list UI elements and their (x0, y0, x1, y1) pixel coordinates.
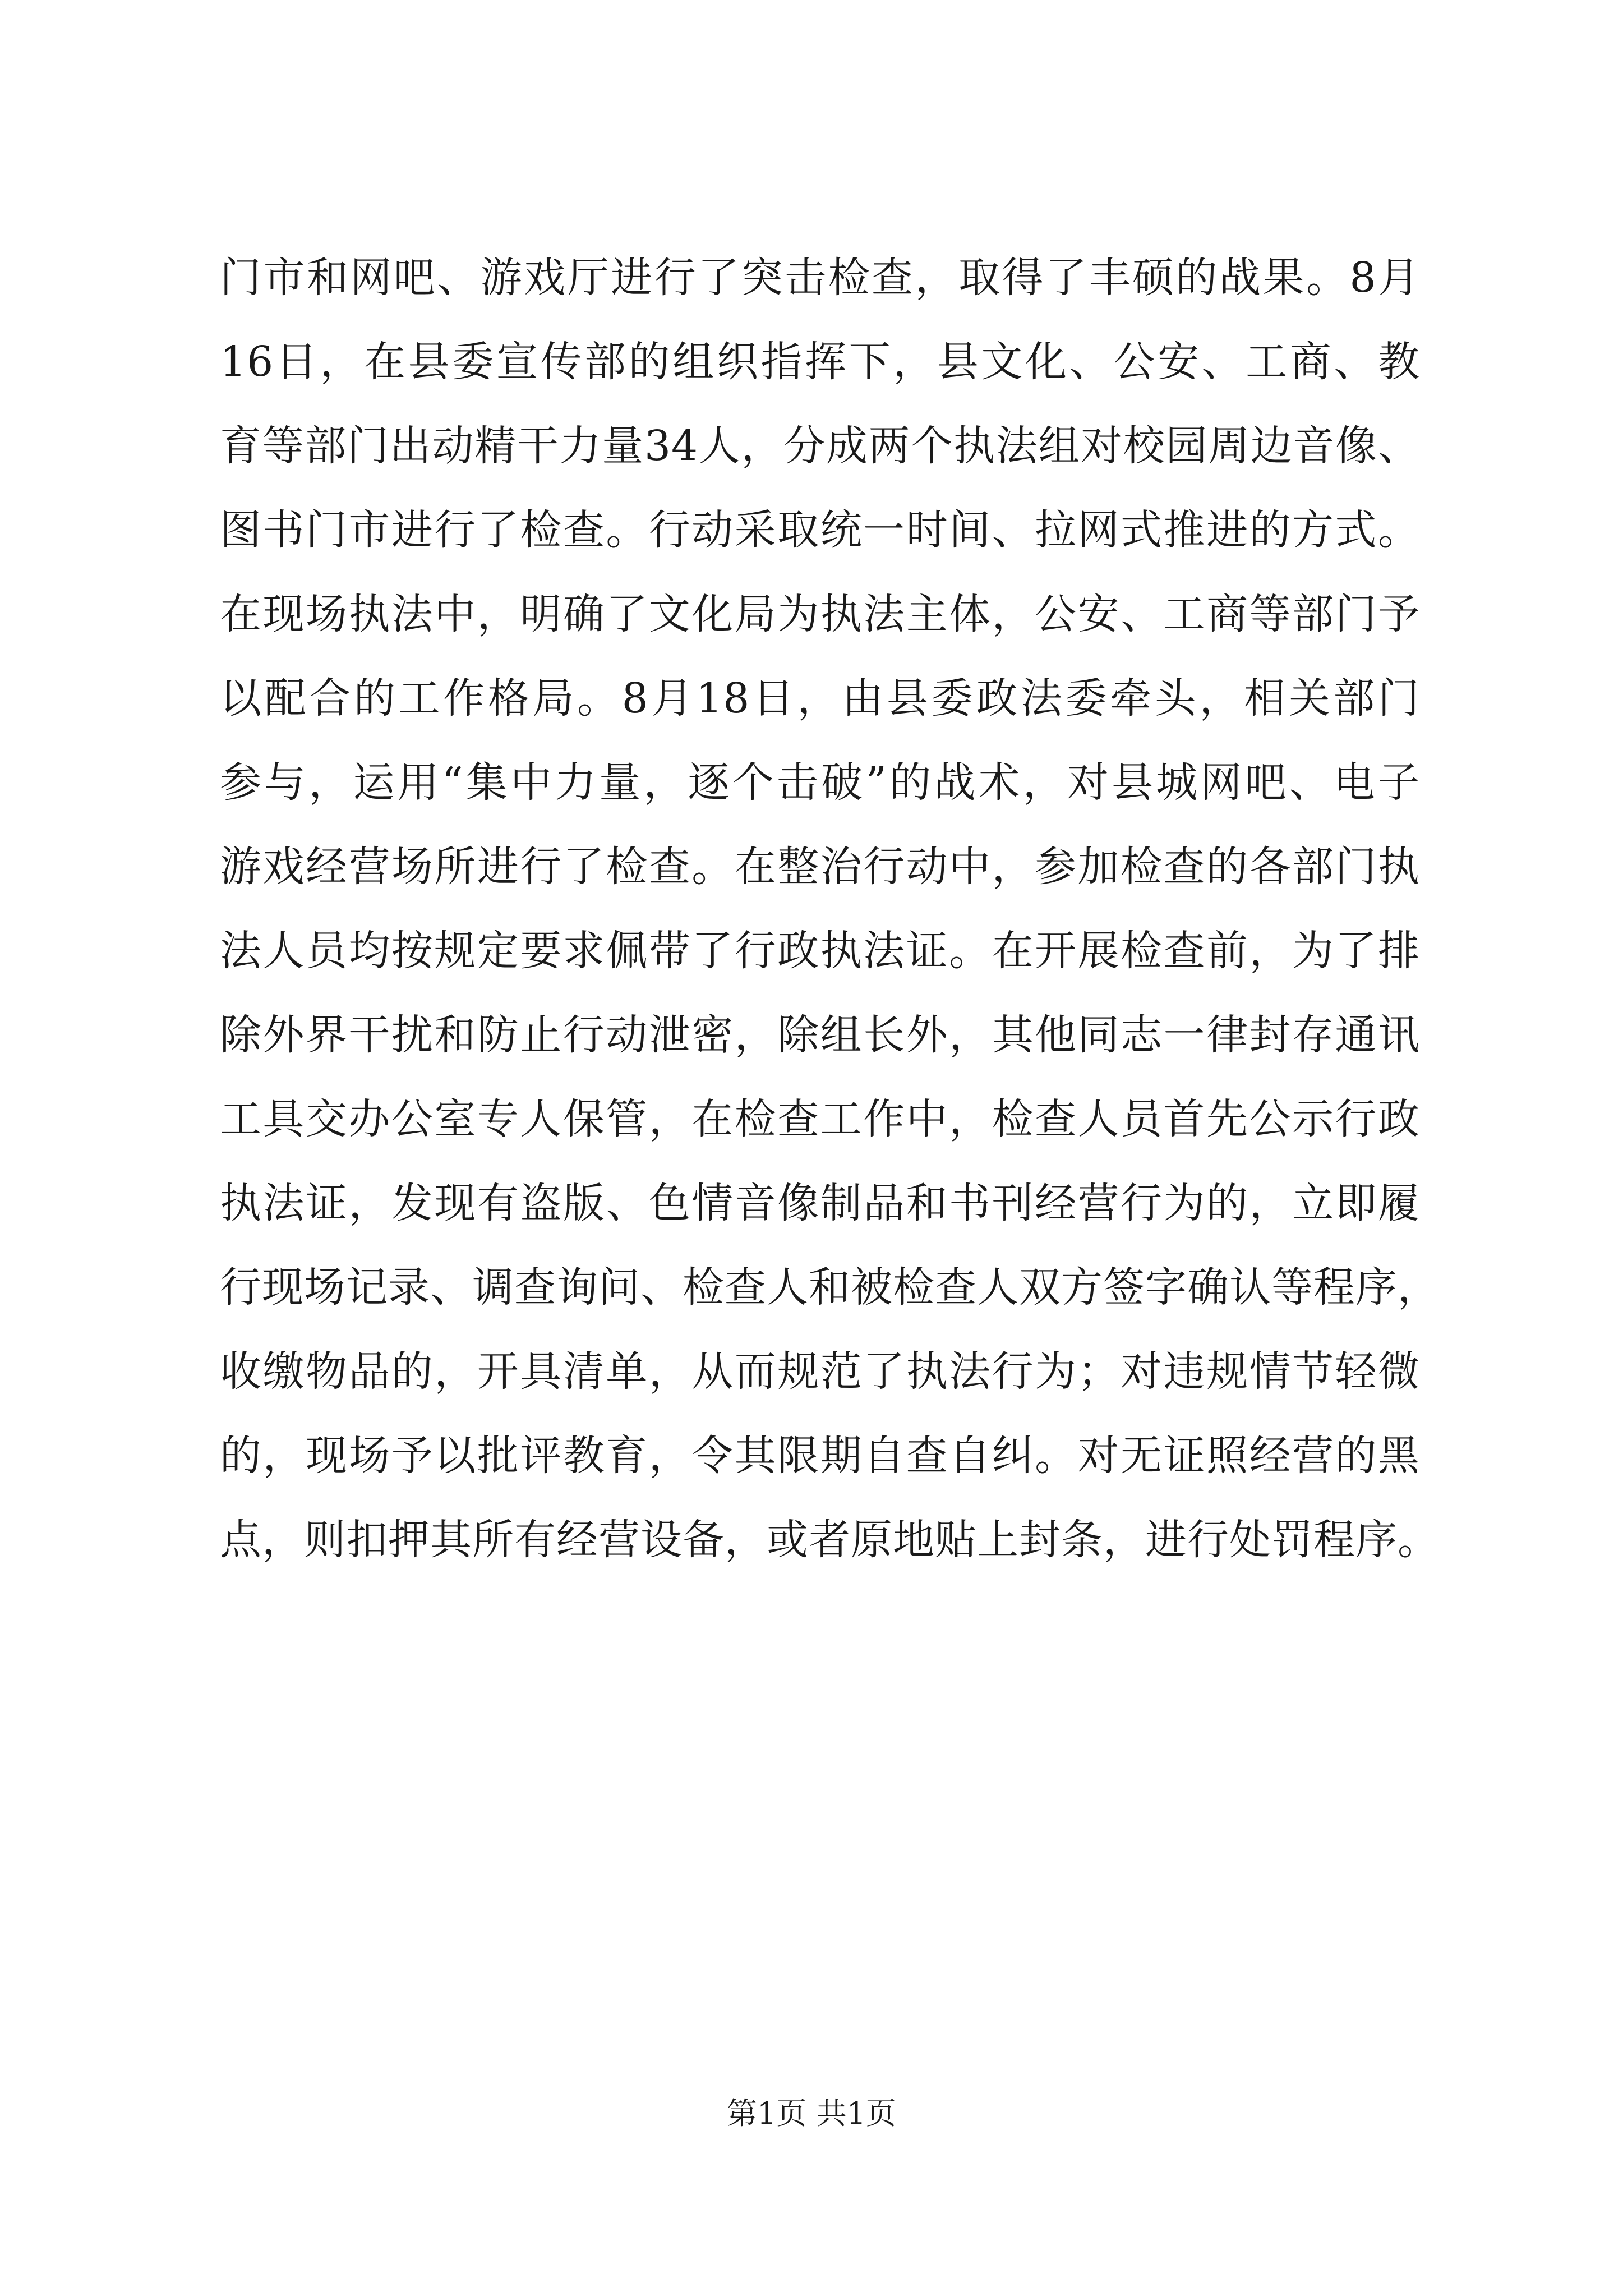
text-line: 游戏经营场所进行了检查。在整治行动中，参加检查的各部门执 (220, 843, 1420, 891)
text-line: 法人员均按规定要求佩带了行政执法证。在开展检查前，为了排 (220, 927, 1420, 975)
text-line: 行现场记录、调查询问、检查人和被检查人双方签字确认等程序， (220, 1263, 1440, 1312)
text-line: 收缴物品的，开具清单，从而规范了执法行为；对违规情节轻微 (220, 1347, 1420, 1396)
text-line: 育等部门出动精干力量34人，分成两个执法组对校园周边音像、 (220, 422, 1420, 470)
text-line: 以配合的工作格局。8月18日，由县委政法委牵头，相关部门 (220, 674, 1420, 723)
text-line: 16日，在县委宣传部的组织指挥下，县文化、公安、工商、教 (220, 338, 1420, 386)
text-line: 图书门市进行了检查。行动采取统一时间、拉网式推进的方式。 (220, 506, 1420, 554)
text-line: 参与，运用“集中力量，逐个击破”的战术，对县城网吧、电子 (220, 758, 1420, 807)
text-line: 在现场执法中，明确了文化局为执法主体，公安、工商等部门予 (220, 590, 1420, 638)
body-paragraph (220, 236, 1440, 1582)
text-line: 门市和网吧、游戏厅进行了突击检查，取得了丰硕的战果。8月 (220, 254, 1420, 302)
page-footer: 第1页 共1页 (727, 2096, 896, 2131)
text-line: 执法证，发现有盗版、色情音像制品和书刊经营行为的，立即履 (220, 1179, 1420, 1227)
text-line: 工具交办公室专人保管，在检查工作中，检查人员首先公示行政 (220, 1095, 1420, 1143)
text-line: 的，现场予以批评教育，令其限期自查自纠。对无证照经营的黑 (220, 1432, 1420, 1480)
text-line: 点，则扣押其所有经营设备，或者原地贴上封条，进行处罚程序。 (220, 1516, 1440, 1564)
text-line: 除外界干扰和防止行动泄密，除组长外，其他同志一律封存通讯 (220, 1011, 1420, 1059)
